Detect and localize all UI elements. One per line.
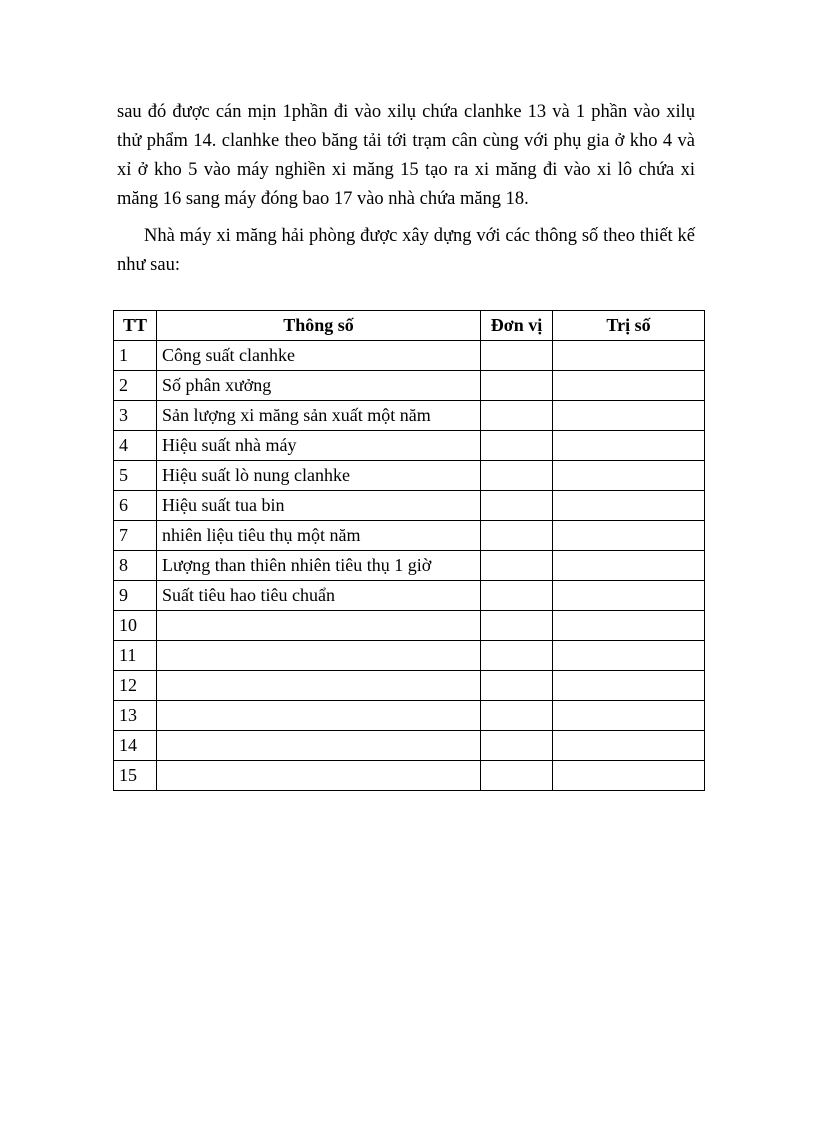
cell-param [157, 641, 481, 671]
cell-value [553, 611, 705, 641]
cell-param [157, 671, 481, 701]
cell-value [553, 371, 705, 401]
cell-unit [481, 701, 553, 731]
table-row [114, 431, 705, 461]
cell-unit [481, 731, 553, 761]
cell-tt: 13 [114, 701, 157, 731]
cell-value [553, 731, 705, 761]
table-row [114, 611, 705, 641]
table-row [114, 671, 705, 701]
table-row [114, 371, 705, 401]
body-paragraph: sau đó được cán mịn 1phần đi vào xilụ chứa clanhke 13 và 1 phần vào xilụ thử phẩm 14. clanhke theo băng tải tới trạm cân cùng với phụ gia ở kho 4 và xỉ ở kho 5 vào máy nghiền xi măng 15 tạo ra xi măng đi vào xi lô chứa xi măng 16 sang máy đóng bao 17 vào nhà chứa măng 18. [117, 102, 695, 209]
cell-value [553, 671, 705, 701]
cell-unit [481, 761, 553, 791]
cell-param: nhiên liệu tiêu thụ một năm [157, 521, 481, 551]
cell-tt: 11 [114, 641, 157, 671]
cell-param: Số phân xưởng [157, 371, 481, 401]
cell-value [553, 761, 705, 791]
cell-unit [481, 461, 553, 491]
cell-unit [481, 671, 553, 701]
cell-tt: 4 [114, 431, 157, 461]
cell-unit [481, 611, 553, 641]
cell-tt: 14 [114, 731, 157, 761]
cell-tt: 7 [114, 521, 157, 551]
cell-param [157, 761, 481, 791]
cell-tt: 3 [114, 401, 157, 431]
table-row [114, 641, 705, 671]
header-param: Thông số [157, 311, 481, 341]
cell-param [157, 611, 481, 641]
cell-value [553, 551, 705, 581]
cell-param: Hiệu suất tua bin [157, 491, 481, 521]
table-row [114, 581, 705, 611]
cell-value [553, 491, 705, 521]
cell-param: Hiệu suất lò nung clanhke [157, 461, 481, 491]
cell-param: Sản lượng xi măng sản xuất một năm [157, 401, 481, 431]
cell-unit [481, 401, 553, 431]
cell-param: Lượng than thiên nhiên tiêu thụ 1 giờ [157, 551, 481, 581]
cell-tt: 2 [114, 371, 157, 401]
cell-tt: 5 [114, 461, 157, 491]
table-row [114, 761, 705, 791]
header-tt: TT [114, 311, 157, 341]
cell-tt: 15 [114, 761, 157, 791]
table-row [114, 461, 705, 491]
specs-table [113, 310, 705, 791]
cell-unit [481, 341, 553, 371]
cell-unit [481, 641, 553, 671]
table-row [114, 701, 705, 731]
cell-unit [481, 581, 553, 611]
cell-value [553, 461, 705, 491]
cell-value [553, 341, 705, 371]
table-row [114, 491, 705, 521]
cell-param: Hiệu suất nhà máy [157, 431, 481, 461]
cell-value [553, 701, 705, 731]
cell-param [157, 731, 481, 761]
cell-param [157, 701, 481, 731]
table-row [114, 521, 705, 551]
cell-value [553, 581, 705, 611]
cell-unit [481, 371, 553, 401]
table-row [114, 731, 705, 761]
body-paragraph: Nhà máy xi măng hải phòng được xây dựng với các thông số theo thiết kế như sau: [117, 226, 695, 275]
cell-tt: 10 [114, 611, 157, 641]
cell-tt: 8 [114, 551, 157, 581]
cell-unit [481, 521, 553, 551]
header-unit: Đơn vị [481, 311, 553, 341]
cell-tt: 1 [114, 341, 157, 371]
table-row [114, 401, 705, 431]
cell-value [553, 521, 705, 551]
cell-value [553, 641, 705, 671]
cell-unit [481, 431, 553, 461]
cell-value [553, 401, 705, 431]
cell-param: Công suất clanhke [157, 341, 481, 371]
cell-value [553, 431, 705, 461]
table-header-row [114, 311, 705, 341]
table-row [114, 551, 705, 581]
header-value: Trị số [553, 311, 705, 341]
cell-unit [481, 491, 553, 521]
table-row [114, 341, 705, 371]
cell-tt: 6 [114, 491, 157, 521]
cell-unit [481, 551, 553, 581]
cell-param: Suất tiêu hao tiêu chuẩn [157, 581, 481, 611]
cell-tt: 12 [114, 671, 157, 701]
cell-tt: 9 [114, 581, 157, 611]
